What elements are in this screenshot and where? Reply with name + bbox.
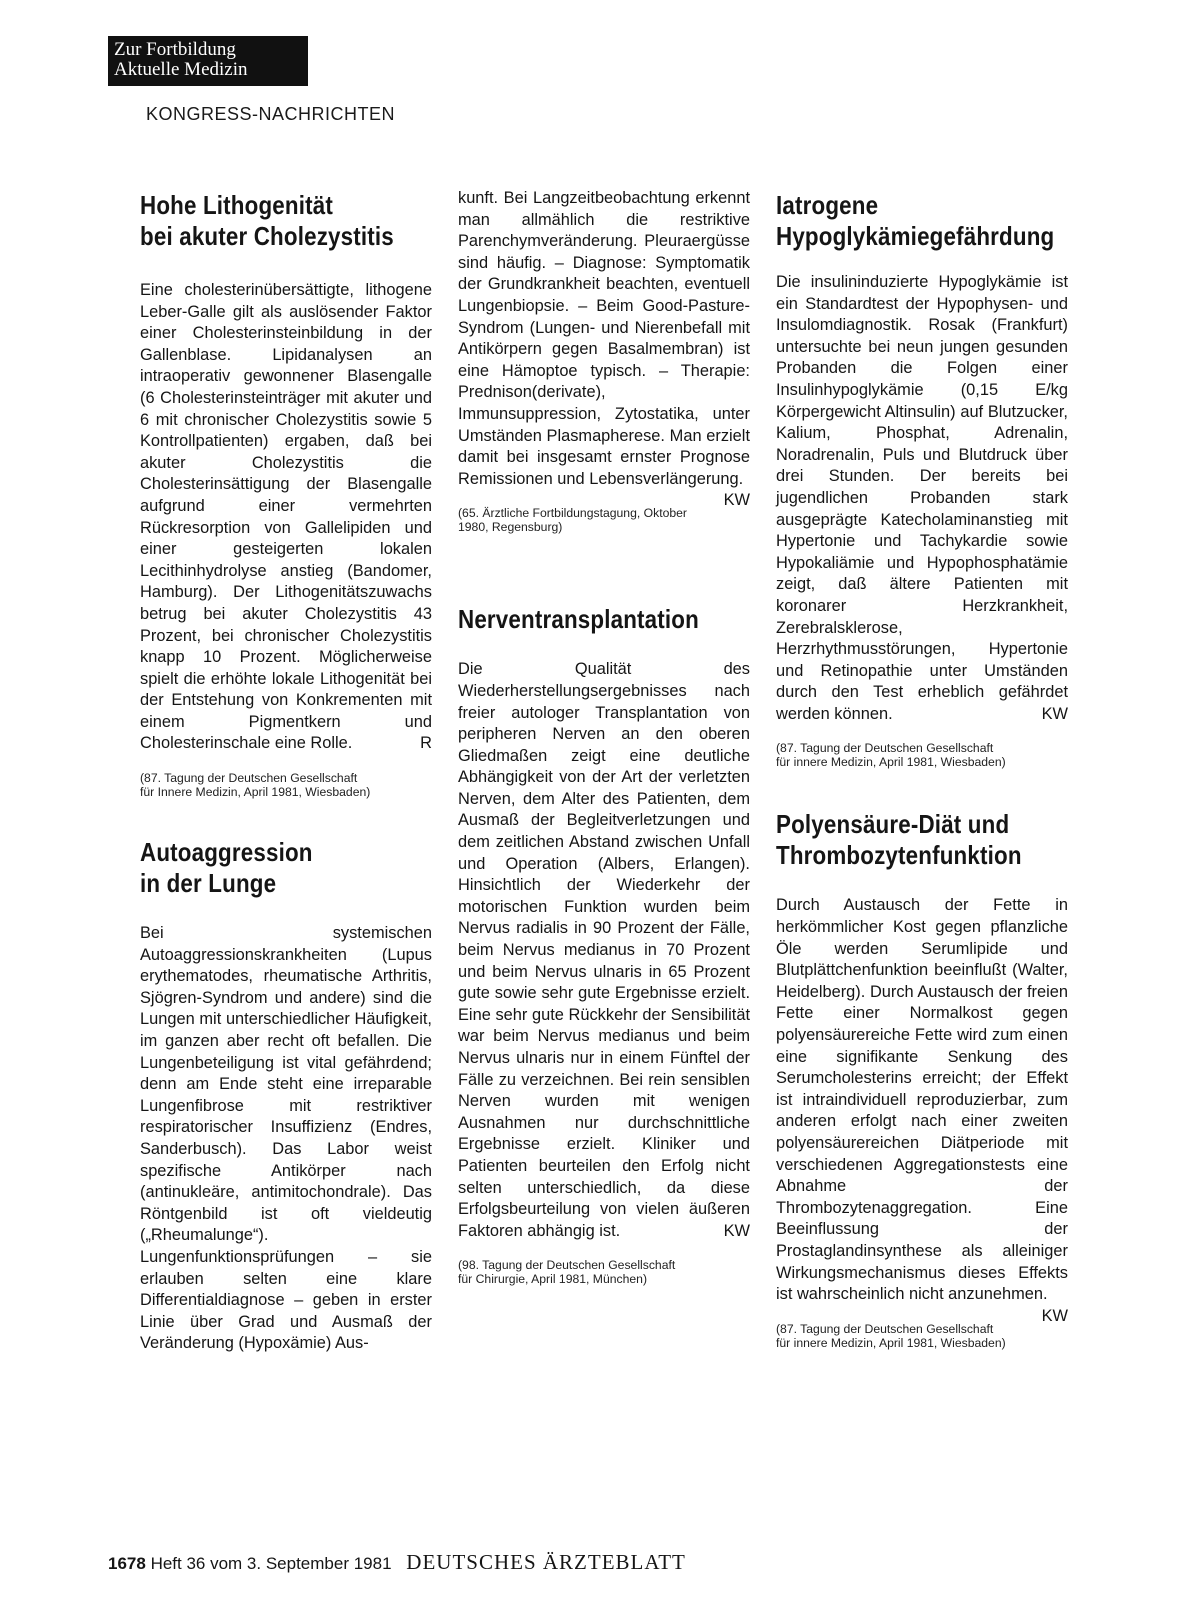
author-signature: KW [1041,704,1068,723]
article-title-lithogenitaet: Hohe Lithogenität bei akuter Cholezystitis [140,190,394,251]
page-number: 1678 [108,1554,146,1573]
column-2 [458,188,750,1286]
badge-line-1: Zur Fortbildung [114,39,236,60]
section-heading: KONGRESS-NACHRICHTEN [146,104,396,124]
magazine-title: DEUTSCHES ÄRZTEBLATT [406,1550,686,1574]
badge-line-2: Aktuelle Medizin [114,59,248,80]
column-1 [140,190,432,1355]
article-title-nerventransplantation: Nerventransplantation [458,604,699,635]
article-body-autoaggression-part2: kunft. Bei Langzeitbeobachtung erkennt man allmählich die restriktive Parenchymveränderung. Pleuraergüsse sind häufig. – Diagnose: Symptomatik der Grundkrankheit beachten, eventuell Lungenbiopsie. – Beim Good-Pasture-Syndrom (Lungen- und Nierenbefall mit Antikörpern gegen Basalmembran) ist eine Hämoptoe typisch. – Therapie: Prednison(derivate), Immunsuppression, Zytostatika, unter Umständen Plasmapherese. Man erzielt damit bei insgesamt ernster Prognose Remissionen und Lebensverlängerung. KW [458,188,750,490]
article-body-polyensaeure: Durch Austausch der Fette in herkömmlicher Kost gegen pflanzliche Öle werden Serumlipide und Blutplättchenfunktion beeinflußt (Walter, Heidelberg). Durch Austausch der freien Fette einer Normalkost gegen polyensäurereiche Fette wird zum einen eine signifikante Senkung des Serumcholesterins erreicht; der Effekt ist intraindividuell reproduzierbar, zum anderen erfolgt nach einer zweiten polyensäurereichen Diätperiode mit verschiedenen Aggregationstests eine Abnahme der Thrombozytenaggregation. Eine Beeinflussung der Prostaglandinsynthese als alleiniger Wirkungsmechanismus dieses Effekts ist wahrscheinlich nicht anzunehmen. KW [776,895,1068,1305]
series-badge [108,36,308,86]
author-signature: KW [723,491,750,510]
article-source-lithogenitaet: (87. Tagung der Deutschen Gesellschaft für Innere Medizin, April 1981, Wiesbaden) [140,771,371,800]
article-source-nerventransplantation: (98. Tagung der Deutschen Gesellschaft für Chirurgie, April 1981, München) [458,1258,676,1287]
author-signature: R [420,734,432,753]
column-3 [776,190,1068,1350]
article-source-autoaggression: (65. Ärztliche Fortbildungstagung, Oktober 1980, Regensburg) [458,506,687,535]
article-body-hypoglykaemie: Die insulininduzierte Hypoglykämie ist ein Standardtest der Hypophysen- und Insulomdiagnostik. Rosak (Frankfurt) untersuchte bei neun jungen gesunden Probanden die Folgen einer Insulinhypoglykämie (0,15 E/kg Körpergewicht Altinsulin) auf Blutzucker, Kalium, Phosphat, Adrenalin, Noradrenalin, Puls und Blutdruck über drei Stunden. Der bereits bei jugendlichen Probanden stark ausgeprägte Katecholaminanstieg mit Hypertonie und Tachykardie sowie Hypokaliämie und Hypophosphatämie zeigt, daß ältere Patienten mit koronarer Herzkrankheit, Zerebralsklerose, Herzrhythmusstörungen, Hypertonie und Retinopathie unter Umständen durch den Test erheblich gefährdet werden können. KW [776,272,1068,725]
page-footer [108,1550,686,1575]
article-source-polyensaeure: (87. Tagung der Deutschen Gesellschaft für innere Medizin, April 1981, Wiesbaden) [776,1321,1006,1350]
author-signature: KW [723,1221,750,1240]
article-body-autoaggression-part1: Bei systemischen Autoaggressionskrankheiten (Lupus erythematodes, rheumatische Arthritis, Sjögren-Syndrom und andere) sind die Lungen mit unterschiedlicher Häufigkeit, im ganzen aber recht oft befallen. Die Lungenbeteiligung ist vital gefährdend; denn am Ende steht eine irreparable Lungenfibrose mit restriktiver respiratorischer Insuffizienz (Endres, Sanderbusch). Das Labor weist spezifische Antikörper nach (antinukleäre, antimitochondrale). Das Röntgenbild ist oft vieldeutig („Rheumalunge“). Lungenfunktionsprüfungen – sie erlauben selten eine klare Differentialdiagnose – geben in erster Linie über Grad und Ausmaß der Veränderung (Hypoxämie) Aus- [140,924,432,1353]
article-body-lithogenitaet: Eine cholesterinübersättigte, lithogene Leber-Galle gilt als auslösender Faktor einer Cholesterinsteinbildung in der Gallenblase. Lipidanalysen an intraoperativ gewonnener Blasengalle (6 Cholesterinsteinträger mit akuter und 6 mit chronischer Cholezystitis sowie 5 Kontrollpatienten) ergaben, daß bei akuter Cholezystitis die Cholesterinsättigung der Blasengalle aufgrund einer vermehrten Rückresorption von Gallelipiden und einer gesteigerten lokalen Lecithinhydrolyse anstieg (Bandomer, Hamburg). Der Lithogenitätszuwachs betrug bei akuter Cholezystitis 43 Prozent, bei chronischer Cholezystitis knapp 10 Prozent. Möglicherweise spielt die erhöhte lokale Lithogenität bei der Entstehung von Konkrementen mit einem Pigmentkern und Cholesterinschale eine Rolle. R [140,280,432,755]
article-title-hypoglykaemie: Iatrogene Hypoglykämiegefährdung [776,190,1055,251]
article-source-hypoglykaemie: (87. Tagung der Deutschen Gesellschaft für innere Medizin, April 1981, Wiesbaden) [776,741,1006,770]
article-title-autoaggression: Autoaggression in der Lunge [140,837,313,899]
article-body-nerventransplantation: Die Qualität des Wiederherstellungsergebnisses nach freier autologer Transplantation von peripheren Nerven an den oberen Gliedmaßen zeigt eine deutliche Abhängigkeit von der Art der verletzten Nerven, dem Alter des Patienten, dem Ausmaß der Begleitverletzungen und dem zeitlichen Abstand zwischen Unfall und Operation (Albers, Erlangen). Hinsichtlich der Wiederkehr der motorischen Funktion wurden beim Nervus radialis in 90 Prozent der Fälle, beim Nervus medianus in 70 Prozent und beim Nervus ulnaris in 65 Prozent gute sowie sehr gute Ergebnisse erzielt. Eine sehr gute Rückkehr der Sensibilität war beim Nervus medianus und beim Nervus ulnaris nur in einem Fünftel der Fälle zu verzeichnen. Bei rein sensiblen Nerven wurden mit wenigen Ausnahmen nur durchschnittliche Ergebnisse erzielt. Kliniker und Patienten beurteilen den Erfolg nicht selten unterschiedlich, da diese Erfolgsbeurteilung von vielen äußeren Faktoren abhängig ist. KW [458,659,750,1242]
article-title-polyensaeure: Polyensäure-Diät und Thrombozytenfunktion [776,809,1022,871]
issue-info: Heft 36 vom 3. September 1981 [150,1554,392,1573]
author-signature: KW [1041,1306,1068,1325]
